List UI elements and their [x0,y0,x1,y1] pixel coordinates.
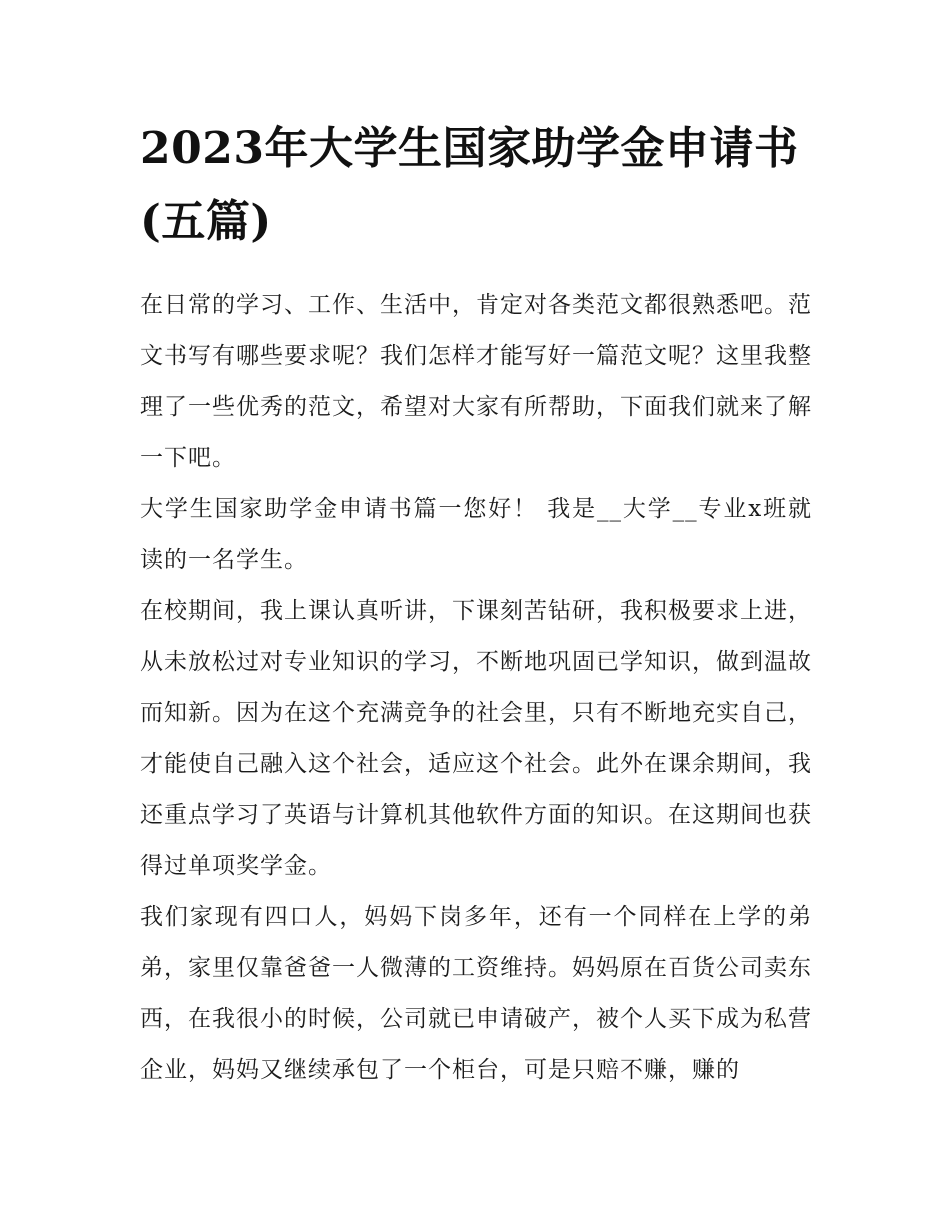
paragraph-intro: 在日常的学习、工作、生活中，肯定对各类范文都很熟悉吧。范文书写有哪些要求呢？我们怎样才能写好一篇范文呢？这里我整理了一些优秀的范文，希望对大家有所帮助，下面我们就来了解一下吧。 [140,292,812,471]
document-body [140,280,812,1096]
document-title: 2023年大学生国家助学金申请书(五篇) [140,123,799,247]
document-content [140,112,812,1096]
paragraph-family: 我们家现有四口人，妈妈下岗多年，还有一个同样在上学的弟弟，家里仅靠爸爸一人微薄的工资维持。妈妈原在百货公司卖东西，在我很小的时候，公司就已申请破产，被个人买下成为私营企业，妈妈又继续承包了一个柜台，可是只赔不赚，赚的 [140,904,812,1083]
paragraph-study: 在校期间，我上课认真听讲，下课刻苦钻研，我积极要求上进，从未放松过对专业知识的学习，不断地巩固已学知识，做到温故而知新。因为在这个充满竞争的社会里，只有不断地充实自己，才能使自己融入这个社会，适应这个社会。此外在课余期间，我还重点学习了英语与计算机其他软件方面的知识。在这期间也获得过单项奖学金。 [140,598,812,879]
paragraph-greeting: 大学生国家助学金申请书篇一您好！ 我是__大学__专业x班就读的一名学生。 [140,496,812,573]
